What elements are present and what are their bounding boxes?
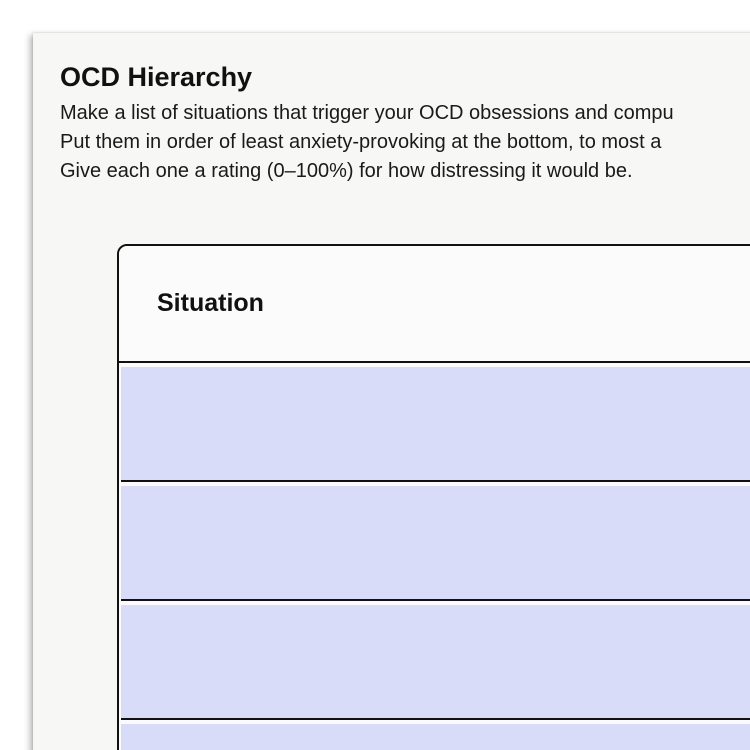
worksheet-page	[33, 33, 750, 750]
page-title: OCD Hierarchy	[60, 62, 253, 92]
instructions	[60, 99, 674, 186]
instruction-line: Give each one a rating (0–100%) for how distressing it would be.	[60, 160, 633, 182]
situation-column-header: Situation	[157, 289, 264, 317]
situation-row-2[interactable]	[121, 486, 750, 601]
situation-row-1[interactable]	[121, 367, 750, 482]
instruction-line: Make a list of situations that trigger your OCD obsessions and compu	[60, 102, 674, 124]
instruction-line: Put them in order of least anxiety-provoking at the bottom, to most a	[60, 131, 662, 153]
situation-row-4[interactable]	[121, 724, 750, 750]
situation-row-3[interactable]	[121, 605, 750, 720]
hierarchy-table	[117, 244, 750, 750]
table-header	[119, 246, 750, 363]
